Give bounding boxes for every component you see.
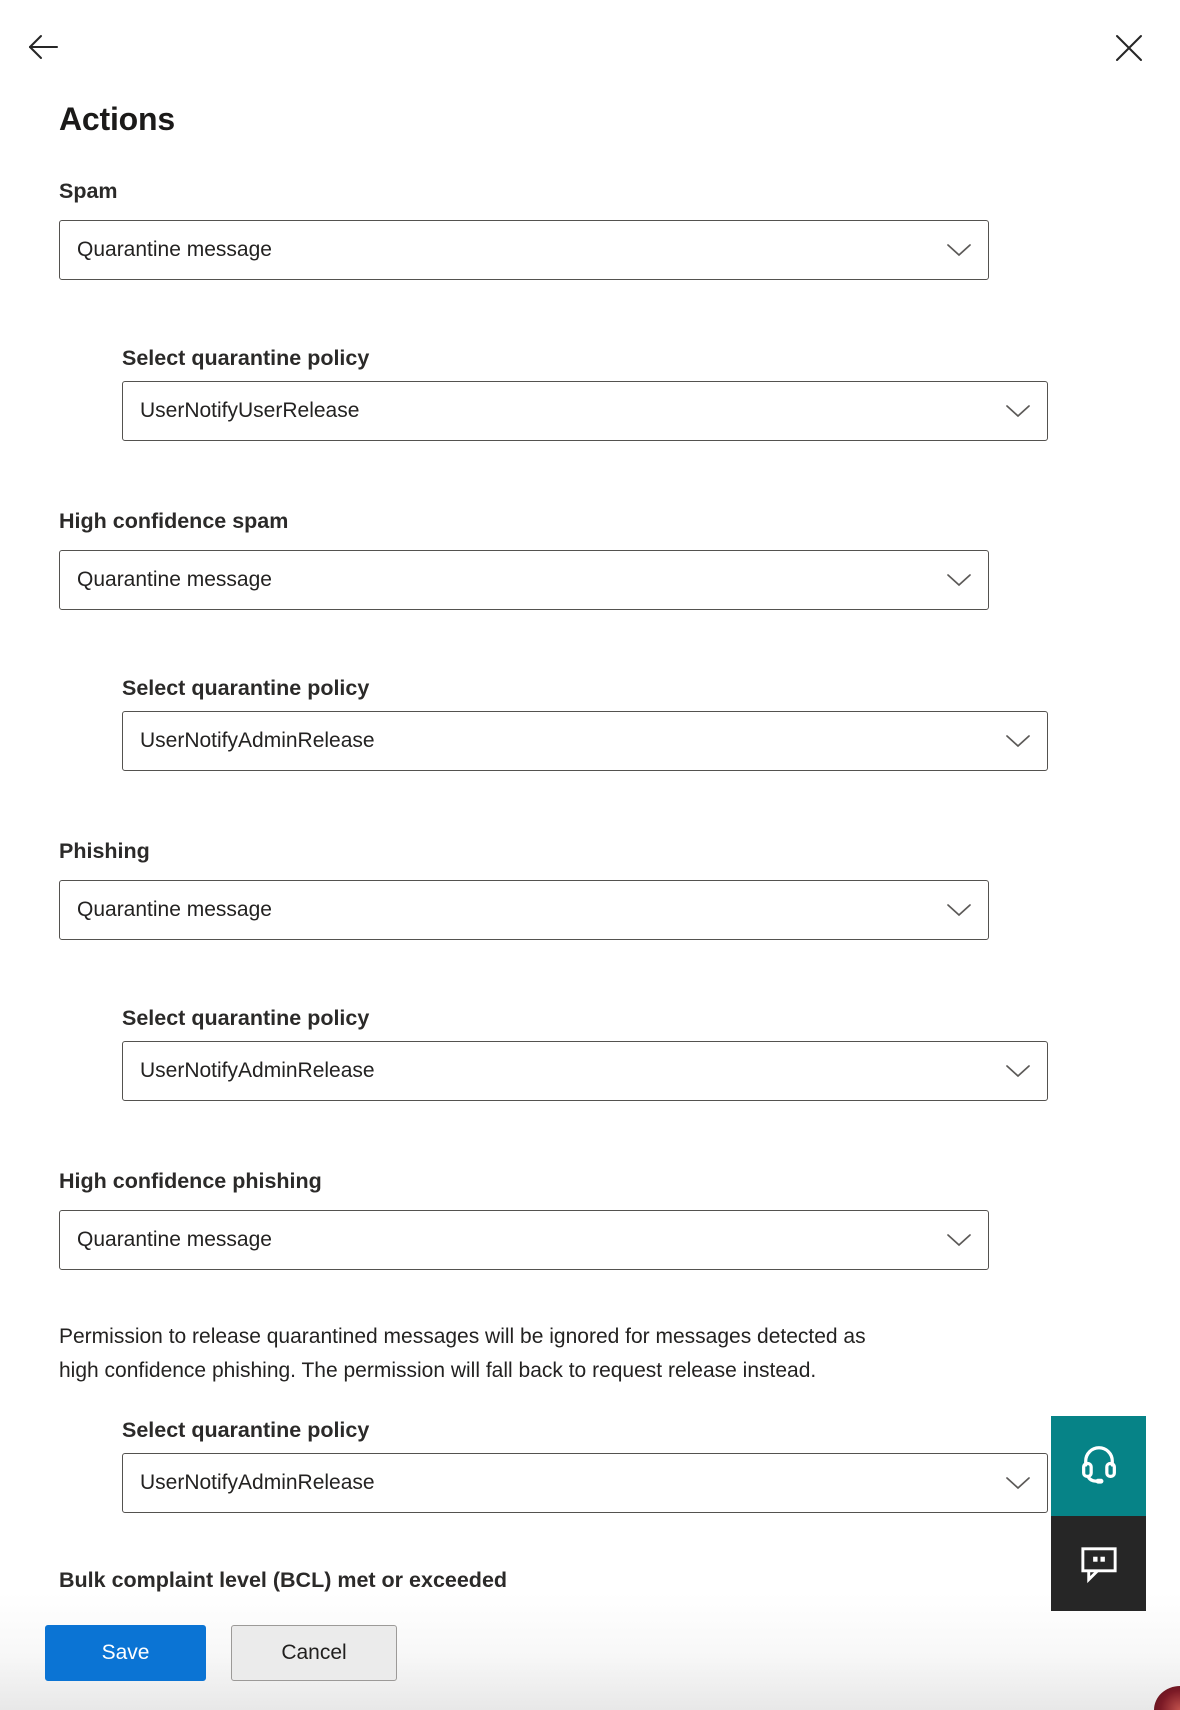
note-line: high confidence phishing. The permission will fall back to request release instead. [59,1359,817,1382]
close-button[interactable] [1114,33,1144,63]
phishing-policy-select[interactable] [122,1041,1048,1101]
phishing-action-select[interactable] [59,880,989,940]
page-title: Actions [59,101,175,137]
selected-value: UserNotifyAdminRelease [140,1059,375,1082]
selected-value: UserNotifyAdminRelease [140,1471,375,1494]
chevron-down-icon [1005,404,1031,418]
chevron-down-icon [946,1233,972,1247]
selected-value: Quarantine message [77,1228,272,1251]
section-label-high-confidence-spam: High confidence spam [59,509,289,533]
close-icon [1114,51,1144,66]
section-label-spam: Spam [59,179,118,203]
chevron-down-icon [1005,1476,1031,1490]
note-line: Permission to release quarantined messages will be ignored for messages detected as [59,1325,866,1348]
spam-policy-select[interactable] [122,381,1048,441]
selected-value: UserNotifyAdminRelease [140,729,375,752]
chevron-down-icon [946,243,972,257]
high-confidence-spam-policy-label: Select quarantine policy [122,676,370,700]
phishing-policy-label: Select quarantine policy [122,1006,370,1030]
arrow-left-icon [26,52,60,67]
help-button[interactable] [1051,1416,1146,1516]
high-confidence-spam-action-select[interactable] [59,550,989,610]
actions-form [0,177,1180,1595]
cancel-button[interactable]: Cancel [231,1625,397,1681]
spam-action-select[interactable] [59,220,989,280]
feedback-button[interactable] [1051,1516,1146,1611]
section-label-high-confidence-phishing: High confidence phishing [59,1169,322,1193]
high-confidence-phishing-policy-label: Select quarantine policy [122,1418,370,1442]
high-confidence-spam-policy-select[interactable] [122,711,1048,771]
chevron-down-icon [1005,1064,1031,1078]
footer-bar [0,1593,1180,1710]
back-button[interactable] [26,30,60,64]
high-confidence-phishing-action-select[interactable] [59,1210,989,1270]
selected-value: UserNotifyUserRelease [140,399,360,422]
save-button[interactable]: Save [45,1625,206,1681]
chevron-down-icon [946,903,972,917]
chevron-down-icon [946,573,972,587]
section-label-bulk-complaint-level: Bulk complaint level (BCL) met or exceeded [59,1568,508,1592]
chat-bubble-icon [1077,1540,1121,1587]
high-confidence-phishing-policy-select[interactable] [122,1453,1048,1513]
high-confidence-phishing-note [59,1320,1180,1388]
panel-topbar [0,0,1180,90]
selected-value: Quarantine message [77,568,272,591]
chevron-down-icon [1005,734,1031,748]
selected-value: Quarantine message [77,898,272,921]
spam-policy-label: Select quarantine policy [122,346,370,370]
selected-value: Quarantine message [77,238,272,261]
headset-icon [1078,1442,1120,1491]
section-label-phishing: Phishing [59,839,150,863]
